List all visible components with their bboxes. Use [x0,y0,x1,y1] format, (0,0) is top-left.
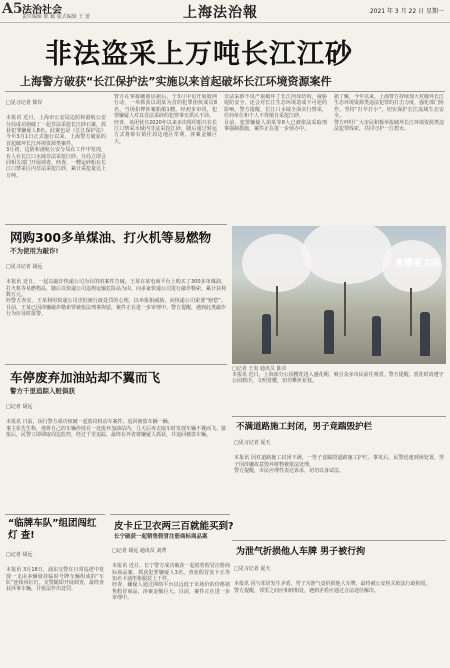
thief-headline: 为泄气折损他人车牌 男子被行拘 [236,547,366,557]
road-headline: 不满道路施工封闭，男子竟踹毁护栏 [236,422,373,432]
blossom-tree [242,234,312,292]
tree-trunk [344,282,346,336]
tire-subhead: 警方千里追踪入赃俱获 [10,387,75,395]
tire-byline: □记者 胡远 [6,404,33,411]
lead-column-4: 据了解，今年以来，上海警方持续加大对破坏长江生态环境资源类违法犯罪的打击力度，强化部门协作，坚持“打早打小”，切实保护长江流域生态安全。 警方呼吁广大市民积极举报破坏长江环境资源类违法犯罪线索，共同守护一江碧水。 [334,94,444,133]
thief-divider [232,540,446,541]
visitor-figure [420,312,430,356]
photo-caption: □记者 王炎 通讯员 陈卓 本报讯 近日，上海部分公园樱花进入盛花期，吸引众多市民前往观赏。警方提醒，赏花时请遵守公园秩序，文明赏樱，切勿攀折花枝。 [232,366,444,385]
coal-subhead: 不为使用为敲诈! [10,247,59,255]
page-number: A5 [2,1,23,17]
section-title: 法治社会 [22,5,62,16]
masthead [0,0,450,23]
lead-column-1 [6,94,106,222]
cherry-blossom-photo [232,226,446,364]
lead-column-3: 非法采砂不仅严重破坏了长江河床结构，威胁堤防安全，还会对长江生态环境造成不可逆的影响。警方提醒，长江口水域全面实行禁采，任何单位和个人不得擅自采挖江砂。 目前，犯罪嫌疑人胡某等8人已被依法采取刑事强制措施，案件正在进一步侦办中。 [224,94,327,133]
tire-headline: 车停废弃加油站却不翼而飞 [10,370,161,385]
thief-text: 本报讯 因与邻居发生矛盾，男子为泄气竟折损他人车牌，最终被公安机关依法行政拘留。 警方提醒，邻里之间应和睦相处，遇到矛盾应通过合法途径解决。 [234,581,431,594]
gang-headline: “临牌车队”组团闯红灯 查! [8,518,97,541]
photo-tag: 赏樱要文明 [394,259,440,269]
road-divider [232,416,446,417]
visitor-figure [262,314,271,354]
tree-trunk [276,286,278,336]
newspaper-logo: 上海法治報 [183,5,258,21]
gang-byline: □记者 胡远 [6,552,33,559]
coal-divider [5,224,227,225]
thief-body [234,560,444,664]
road-body [234,434,444,516]
road-byline: □见习记者 夏天 [234,440,271,447]
lead-byline: □见习记者 徐岸 [6,100,43,107]
coal-text: 本报讯 近日，一起以敲诈快递公司为目的的案件告破。王某在某电商平台上购买了300多单煤油、打火机等易燃物品，随后以快递公司违规运输危险品为由，向多家快递公司进行敲诈勒索，累计获利数万元。 经警方查实，王某利用快递公司害怕被行政处罚的心理，以举报相威胁，向快递公司索要“赔偿”。目前，王某已因涉嫌敲诈勒索罪被依法刑事拘留，案件正在进一步审理中。警方提醒，遇到此类敲诈行为应及时报警。 [6,279,226,318]
skin-body [112,542,230,664]
lead-column-2: 警方在掌握确凿证据后，于3月中旬开展收网行动，一举抓获以胡某为首的犯罪团伙成员8名，当场扣押涉案船舶1艘。经初步审讯，犯罪嫌疑人对其非法采砂的犯罪事实供认不讳。 经查，该团伙自2020年以来多次组织船只在长江口禁采水域内非法采挖江砂，随后通过转运方式将砂石销往周边地区牟利，涉案金额巨大。 [114,94,217,145]
tire-text: 本报讯 日前，闵行警方成功侦破一起盗窃机动车案件，追回被盗车辆一辆。 事主张先生称，他将自己的车辆停放在一处废弃加油站内，几天后再去取车时发现车辆不翼而飞。接报后，民警立即调取周边监控，经过千里追踪，最终在外省将嫌疑人抓获，并追回被盗车辆。 [6,419,226,439]
skin-headline: 皮卡丘卫衣两三百就能买到? [114,521,234,532]
gang-text: 本报讯 3月18日，浦东交警在日常巡逻中发现一支由多辆悬挂临时号牌车辆组成的“车队”连续闯红灯。交警随即开展调查，最终查获涉事车辆，并依法作出处罚。 [6,567,104,593]
coal-headline: 网购300多单煤油、打火机等易燃物 [10,230,212,245]
gang-body [6,546,104,664]
road-text: 本报讯 因对道路施工封闭不满，一男子竟踹毁道路施工护栏。事发后，民警迅速到场处置，男子因涉嫌故意毁坏财物被依法处理。 警方提醒，市民应理性表达诉求，切勿以身试法。 [234,455,444,475]
visitor-figure [372,316,381,356]
skin-subhead: 长宁破获一起销售假冒注册商标商品案 [114,534,208,540]
blossom-tree [302,226,392,284]
gang-divider [5,514,105,515]
visitor-figure [324,310,334,354]
thief-byline: □见习记者 夏天 [234,566,271,573]
lead-subhead: 上海警方破获“长江保护法”实施以来首起破坏长江环境资源案件 [20,75,332,88]
skin-divider [110,514,230,515]
tire-divider [5,364,227,365]
coal-body [6,258,226,362]
lead-divider [5,91,445,92]
tire-body [6,398,226,512]
lead-headline: 非法盗采上万吨长江江砂 [45,39,353,70]
editors-line: 责任编辑 陈 颖 版式编辑 王 蕾 [22,14,90,20]
lead-text-1: 本报讯 近日，上海市公安局边防和港航公安分局成功侦破了一起非法采挖长江砂石案，抓获犯罪嫌疑人8名。此案也是《长江保护法》今年3月1日正式施行以来，上海警方破获的首起破坏长江环境资源类案件。 3月初，边防和港航公安分局在工作中发现，有人在长江口水域非法采挖江砂。分局立即会同相关部门开展调查。经查，一艘运砂船在长江口禁采区内非法采挖江砂，累计采挖量达上万吨。 [6,115,106,179]
issue-date: 2021 年 3 月 22 日 星期一 [369,8,444,15]
tree-trunk [410,288,412,336]
coal-byline: □见习记者 胡远 [6,264,43,271]
skin-text: 本报讯 近日，长宁警方成功破获一起销售假冒注册商标商品案，抓获犯罪嫌疑人3名，查获假冒皮卡丘等知名卡通形象服装上千件。 经查，嫌疑人通过网络平台以远低于市场价的价格销售假冒商品，涉案金额巨大。目前，案件正在进一步审理中。 [112,563,230,602]
skin-byline: □记者 胡远 通讯员 刘菁 [112,548,167,555]
